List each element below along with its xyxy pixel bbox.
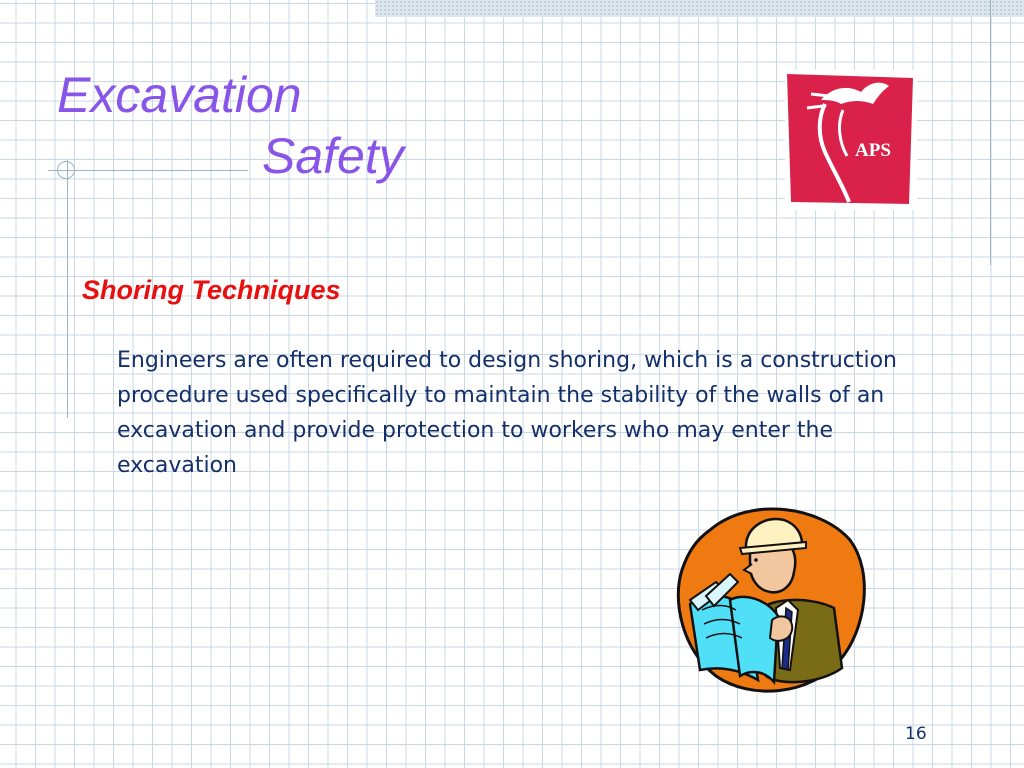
aps-logo-icon xyxy=(785,70,917,210)
title-horizontal-rule xyxy=(48,170,248,171)
page-number: 16 xyxy=(905,724,927,744)
body-paragraph: Engineers are often required to design shoring, which is a construction procedure used specifically to maintain the stability of the walls of an excavation and provide protection to workers who may enter the excavation xyxy=(117,348,898,478)
engineer-reading-plans-icon xyxy=(670,500,866,696)
top-decorative-band xyxy=(375,0,1024,17)
slide-title-line2: Safety xyxy=(262,128,404,184)
slide-title-line1: Excavation xyxy=(57,67,302,123)
aps-logo-text: APS xyxy=(855,140,891,161)
crosshair-circle-decoration xyxy=(57,161,75,179)
section-heading: Shoring Techniques xyxy=(82,275,341,305)
right-vertical-rule xyxy=(990,0,991,265)
left-vertical-rule xyxy=(67,160,68,418)
